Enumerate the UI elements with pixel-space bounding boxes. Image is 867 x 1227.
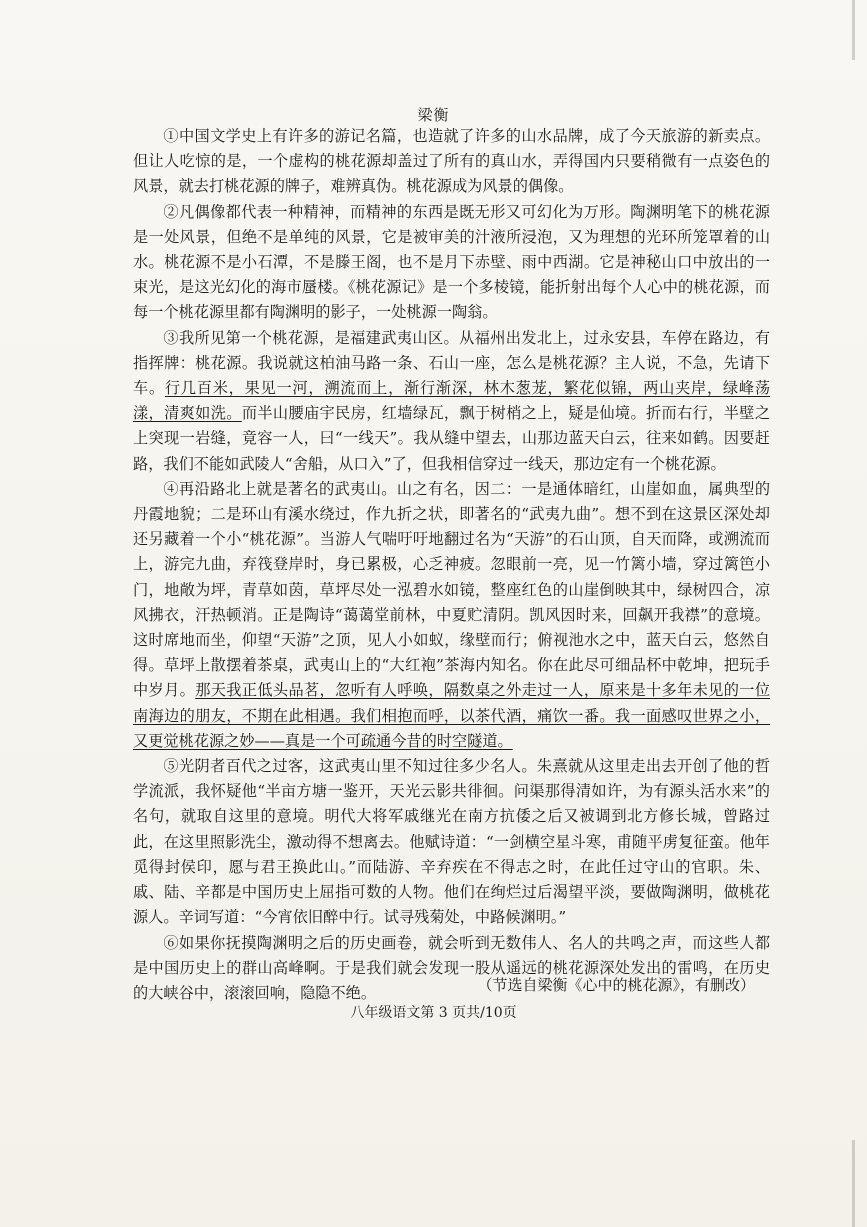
paragraph-5: [133, 754, 770, 930]
paragraph-1: [133, 124, 770, 200]
paragraph-text: ④再沿路北上就是著名的武夷山。山之有名，因二：一是通体暗红，山崖如血，属典型的丹霞地貌；二是环山有溪水绕过，作九折之状，即著名的“武夷九曲”。想不到在这景区深处却还另藏着一个小“桃花源”。当游人气喘吁吁地翻过名为“天游”的石山顶，自天而降，或溯流而上，游完九曲，弃筏登岸时，身已累极，心乏神疲。忽眼前一亮，见一竹篱小墙，穿过篱笆小门，地敞为坪，青草如茵，草坪尽处一泓碧水如镜，整座红色的山崖倒映其中，绿树四合，凉风拂衣，汗热顿消。正是陶诗“蔼蔼堂前林，中夏贮清阴。凯风因时来，回飙开我襟”的意境。这时席地而坐，仰望“天游”之顶，见人小如蚁，缘壁而行；俯视池水之中，蓝天白云，悠然自得。草坪上散摆着茶桌，武夷山上的“大红袍”茶海内知名。你在此尽可细品杯中乾坤，把玩手中岁月。: [133, 479, 770, 700]
scan-edge-mark: [852, 1140, 855, 1227]
paragraph-2: [133, 200, 770, 326]
source-citation: （节选自梁衡《心中的桃花源》，有删改）: [477, 976, 755, 994]
paragraph-text: ③我所见第一个桃花源，是福建武夷山区。从福州出发北上，过永安县，车停在路边，有指挥牌：桃花源。我说就这柏油马路一条、石山一座，怎么是桃花源？主人说，不急，先请下车。: [133, 328, 770, 398]
underlined-passage: 那天我正低头品茗，忽听有人呼唤，隔数桌之外走过一人，原来是十多年未见的一位南海边的朋友，不期在此相遇。我们相抱而呼，以茶代酒，痛饮一番。我一面感叹世界之小，又更觉桃花源之妙——真是一个可疏通今昔的时空隧道。: [133, 681, 771, 750]
paragraph-text: ⑤光阴者百代之过客，这武夷山里不知过往多少名人。朱熹就从这里走出去开创了他的哲学流派，我怀疑他“半亩方塘一鉴开，天光云影共徘徊。问渠那得清如许，为有源头活水来”的名句，就取自这里的意境。明代大将军戚继光在南方抗倭之后又被调到北方修长城，曾路过此，在这里照影洗尘，激动得不想离去。他赋诗道：“一剑横空星斗寒，甫随平虏复征蛮。他年觅得封侯印，愿与君王换此山。”而陆游、辛弃疾在不得志之时，在此任过守山的官职。朱、戚、陆、辛都是中国历史上屈指可数的人物。他们在绚烂过后渴望平淡，要做陶渊明，做桃花源人。辛词写道：“今宵依旧醉中行。试寻残菊处，中路候渊明。”: [133, 757, 770, 927]
paragraph-text: ⑥如果你抚摸陶渊明之后的历史画卷，就会听到无数伟人、名人的共鸣之声，而这些人都是中国历史上的群山高峰啊。于是我们就会发现一股从遥远的桃花源深处发出的雷鸣，在历史的大峡谷中，滚滚回响，隐隐不绝。: [133, 933, 770, 1002]
paragraph-text: ①中国文学史上有许多的游记名篇，也造就了许多的山水品牌，成了今天旅游的新卖点。但让人吃惊的是，一个虚构的桃花源却盖过了所有的真山水，弄得国内只要稍微有一点姿色的风景，就去打桃花源的牌子，难辨真伪。桃花源成为风景的偶像。: [133, 127, 770, 196]
paragraph-3: [133, 326, 770, 477]
author-name: 梁衡: [417, 106, 450, 124]
paragraph-text: 而半山腰庙宇民房，红墙绿瓦，飘于树梢之上，疑是仙境。折而右行，半壁之上突现一岩缝，竟容一人，曰“一线天”。我从缝中望去，山那边蓝天白云，往来如鹤。因要赶路，我们不能如武陵人“舍船，从口入”了，但我相信穿过一线天，那边定有一个桃花源。: [133, 404, 771, 473]
underlined-passage: 行几百米，果见一河，溯流而上，渐行渐深，林木葱茏，繁花似锦，两山夹岸，绿峰荡漾，清爽如洗。: [133, 379, 771, 423]
paragraph-text: ②凡偶像都代表一种精神，而精神的东西是既无形又可幻化为万形。陶渊明笔下的桃花源是一处风景，但绝不是单纯的风景，它是被审美的汁液所浸泡，又为理想的光环所笼罩着的山水。桃花源不是小石潭，不是滕王阁，也不是月下赤壁、雨中西湖。它是神秘山口中放出的一束光，是这光幻化的海市蜃楼。《桃花源记》是一个多棱镜，能折射出每个人心中的桃花源，而每一个桃花源里都有陶渊明的影子，一处桃源一陶翁。: [133, 202, 770, 322]
page-footer: 八年级语文第 3 页共/10页: [350, 1005, 517, 1021]
article-body: [133, 124, 770, 1006]
scan-edge-mark: [852, 0, 855, 60]
paragraph-4: [133, 477, 770, 754]
